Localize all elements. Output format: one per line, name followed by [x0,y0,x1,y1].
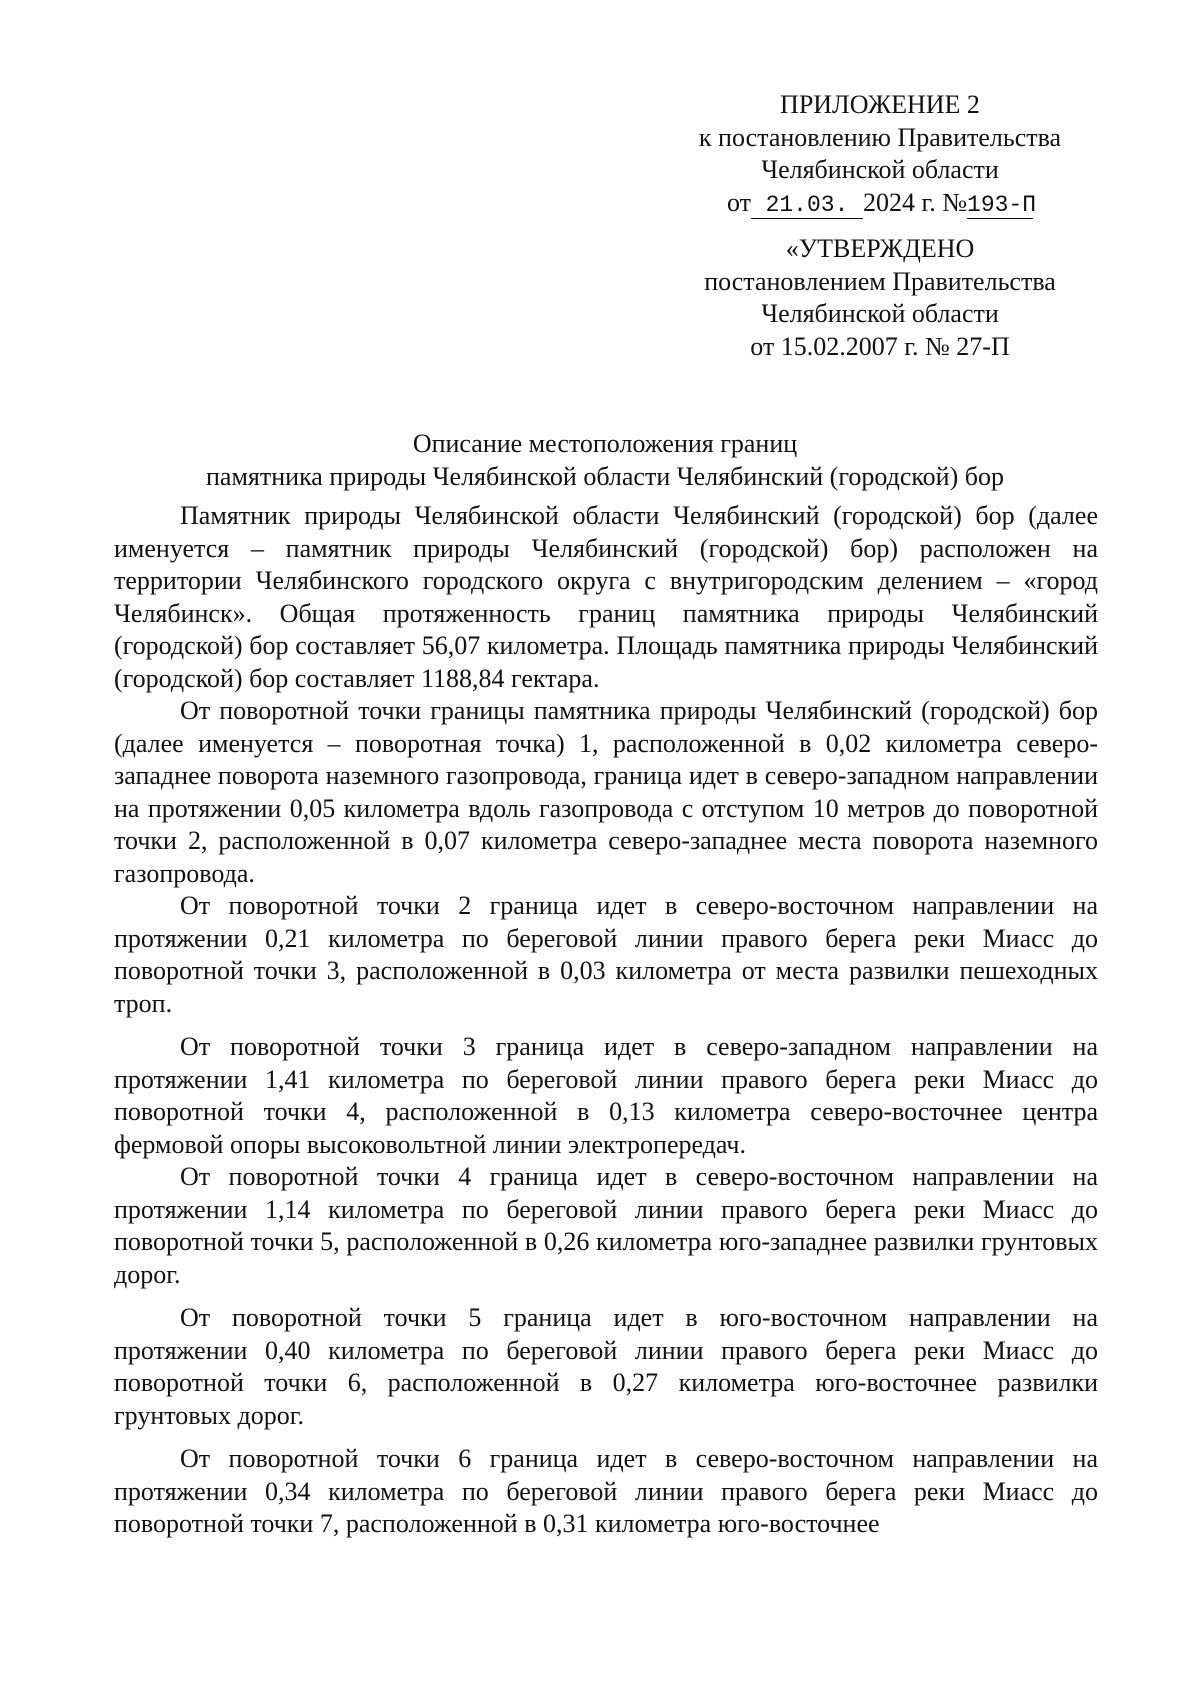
document-body [114,500,1098,1541]
approved-title: «УТВЕРЖДЕНО [785,234,975,263]
approved-line-2: Челябинской области [761,299,999,328]
approved-line-3: от 15.02.2007 г. № 27-П [750,331,1010,361]
paragraph: Памятник природы Челябинской области Челябинский (городской) бор (далее именуется – памятник природы Челябинский (городской) бор) расположен на территории Челябинского городского округа с внутригородским делением – «город Челябинск». Общая протяженность границ памятника природы Челябинский (городской) бор составляет 56,07 километра. Площадь памятника природы Челябинский (городской) бор составляет 1188,84 гектара. [114,501,1098,693]
paragraph: От поворотной точки границы памятника природы Челябинский (городской) бор (далее именуется – поворотная точка) 1, расположенной в 0,02 километра северо-западнее поворота наземного газопровода, граница идет в северо-западном направлении на протяжении 0,05 километра вдоль газопровода с отступом 10 метров до поворотной точки 2, расположенной в 0,07 километра северо-западнее места поворота наземного газопровода. [114,696,1098,888]
appendix-number-value: 193-П [967,191,1037,218]
appendix-date-value: 21.03. [751,192,863,219]
heading-line-1: Описание местоположения границ [412,429,798,458]
appendix-block [684,89,1076,219]
approved-block [684,233,1076,363]
document-heading [110,428,1100,493]
appendix-date-prefix: от [726,187,751,217]
paragraph: От поворотной точки 5 граница идет в юго-восточном направлении на протяжении 0,40 километра по береговой линии правого берега реки Миасс до поворотной точки 6, расположенной в 0,27 километра юго-восточнее развилки грунтовых дорог. [114,1303,1098,1430]
appendix-line-2: Челябинской области [761,155,999,184]
paragraph: От поворотной точки 6 граница идет в северо-восточном направлении на протяжении 0,34 километра по береговой линии правого берега реки Миасс до поворотной точки 7, расположенной в 0,31 километра юго-восточнее [114,1444,1098,1538]
heading-line-2: памятника природы Челябинской области Челябинский (городской) бор [206,461,1004,491]
paragraph: От поворотной точки 4 граница идет в северо-восточном направлении на протяжении 1,14 километра по береговой линии правого берега реки Миасс до поворотной точки 5, расположенной в 0,26 километра юго-западнее развилки грунтовых дорог. [114,1162,1098,1289]
appendix-date-suffix: 2024 г. № [862,187,968,217]
appendix-line-1: к постановлению Правительства [698,122,1062,152]
paragraph: От поворотной точки 3 граница идет в северо-западном направлении на протяжении 1,41 километра по береговой линии правого берега реки Миасс до поворотной точки 4, расположенной в 0,13 километра северо-восточнее центра фермовой опоры высоковольтной линии электропередач. [114,1032,1098,1159]
approved-line-1: постановлением Правительства [704,266,1056,296]
appendix-date-line [684,187,1076,220]
appendix-title: ПРИЛОЖЕНИЕ 2 [780,90,980,119]
paragraph: От поворотной точки 2 граница идет в северо-восточном направлении на протяжении 0,21 километра по береговой линии правого берега реки Миасс до поворотной точки 3, расположенной в 0,03 километра от места развилки пешеходных троп. [114,891,1098,1018]
